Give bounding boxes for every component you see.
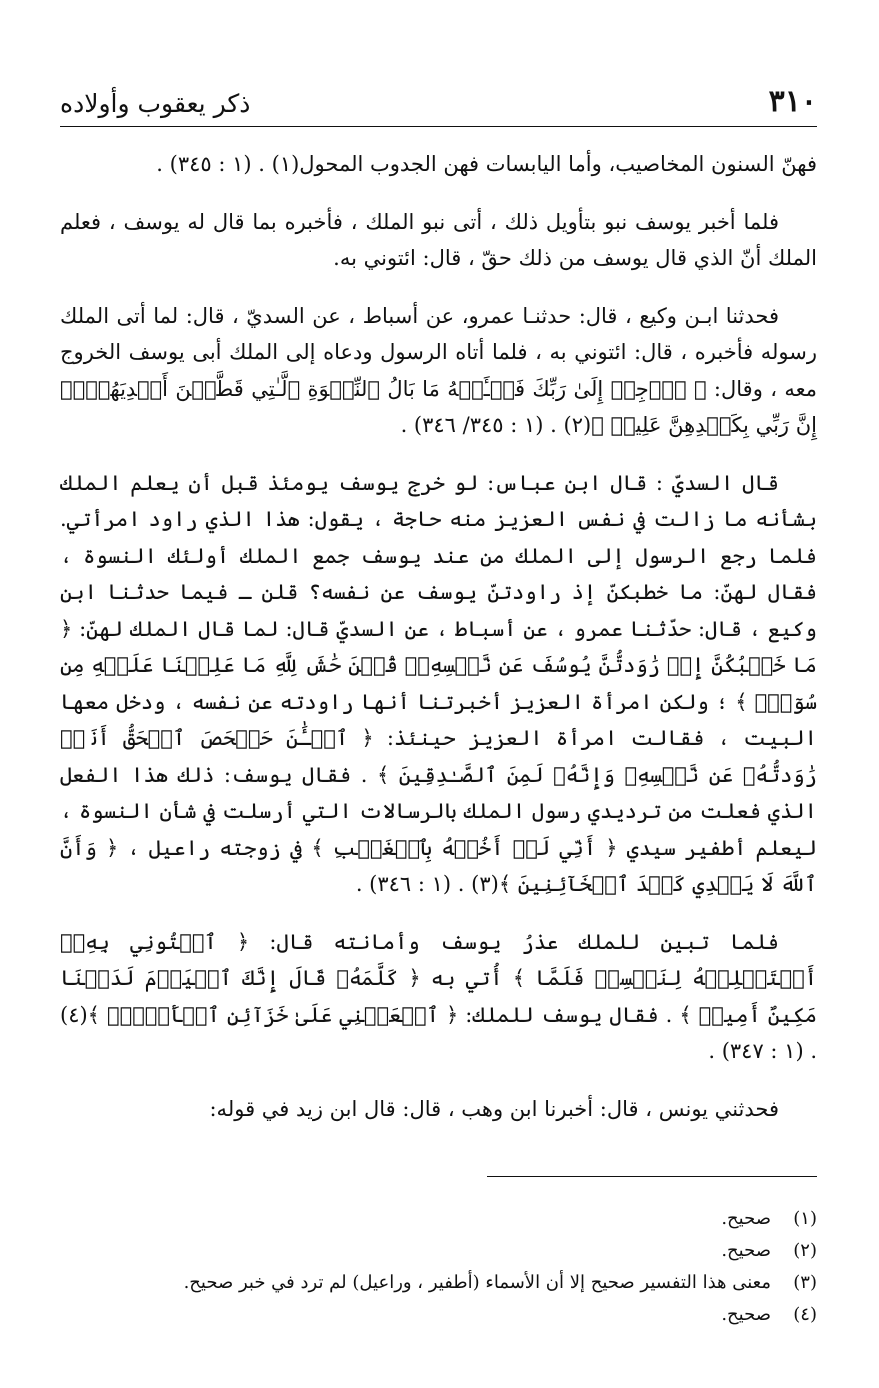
footnote-number: (٤) bbox=[793, 1304, 817, 1325]
footnote-text: صحيح. bbox=[721, 1240, 771, 1261]
footnote-text: صحيح. bbox=[721, 1208, 771, 1229]
footnote-item bbox=[60, 1267, 817, 1299]
footnotes bbox=[60, 1203, 817, 1331]
main-text bbox=[60, 146, 817, 1127]
paragraph: فحدثني يونس ، قال: أخبرنا ابن وهب ، قال: قال ابن زيد في قوله: bbox=[209, 1096, 779, 1121]
paragraph: فلما أخبر يوسف نبو بتأويل ذلك ، أتى نبو الملك ، فأخبره بما قال له يوسف ، فعلم الملك أنّ الذي قال يوسف من ذلك حقّ ، قال: ائتوني به. bbox=[60, 209, 817, 270]
paragraph: فلما تبين للملك عذرُ يوسف وأمانته قال: ﴿ ٱئۡتُونِي بِهِۦٓ أَسۡتَخۡلِصۡهُ لِنَفۡسِيۖ فَلَمَّا ﴾ أُتي به ﴿ كَلَّمَهُۥ قَالَ إِنَّكَ ٱلۡيَوۡمَ لَدَيۡنَا مَكِينٌ أَمِينٞ ﴾ . فقال يوسف للملك: ﴿ ٱجۡعَلۡنِي عَلَىٰ خَزَآئِنِ ٱلۡأَرۡضِۖ ﴾(٤) . (١ : ٣٤٧) . bbox=[60, 929, 817, 1063]
footnote-number: (١) bbox=[793, 1208, 817, 1229]
running-title: ذكر يعقوب وأولاده bbox=[60, 89, 251, 118]
footnote-number: (٢) bbox=[793, 1240, 817, 1261]
footnote-divider bbox=[487, 1176, 817, 1177]
footnote-text: معنى هذا التفسير صحيح إلا أن الأسماء (أطفير ، وراعيل) لم ترد في خبر صحيح. bbox=[183, 1272, 771, 1293]
paragraph: فحدثنا ابـن وكيع ، قال: حدثنـا عمرو، عن أسباط ، عن السديّ ، قال: لما أتى الملك رسوله فأخبره ، قال: ائتوني به ، فلما أتاه الرسول ودعاه إلى الملك أبى يوسف الخروج معه ، وقال: ﴿ ٱرۡجِعۡ إِلَىٰ رَبِّكَ فَسۡـَٔلۡهُ مَا بَالُ ٱلنِّسۡوَةِ ٱلَّـٰتِي قَطَّعۡنَ أَيۡدِيَهُنَّۚ إِنَّ رَبِّي بِكَيۡدِهِنَّ عَلِيمٞ ﴾(٢) . (١ : ٣٤٥/ ٣٤٦) . bbox=[60, 303, 817, 437]
footnote-item bbox=[60, 1299, 817, 1331]
footnote-item bbox=[60, 1235, 817, 1267]
footnote-item bbox=[60, 1203, 817, 1235]
paragraph-continuation: فهنّ السنون المخاصيب، وأما اليابسات فهن الجدوب المحول(١) . (١ : ٣٤٥) . bbox=[156, 152, 817, 176]
paragraph: قال السديّ : قال ابن عباس: لو خرج يوسف يومئذ قبل أن يعلم الملك بشأنه ما زالت في نفس العزيز منه حاجة ، يقول: هذا الذي راود امرأتي. فلما رجع الرسول إلى الملك من عند يوسف جمع الملك أولئك النسوة ، فقال لهنّ: ما خطبكنّ إذ راودتنّ يوسف عن نفسه؟ قلن ـ فيما حدثنا ابن وكيع ، قال: حدّثنا عمرو ، عن أسباط ، عن السديّ قال: لما قال الملك لهنّ: ﴿ مَا خَطۡبُكُنَّ إِذۡ رَٰوَدتُّنَّ يُوسُفَ عَن نَّفۡسِهِۦۚ قُلۡنَ حَٰشَ لِلَّهِ مَا عَلِمۡنَا عَلَيۡهِ مِن سُوٓءٖۚ ﴾ ؛ ولكن امرأة العزيز أخبرتنا أنها راودته عن نفسه ، ودخل معها البيت ، فقالت امرأة العزيز حينئذ: ﴿ ٱلۡـَٰٔنَ حَصۡحَصَ ٱلۡحَقُّ أَنَا۠ رَٰوَدتُّهُۥ عَن نَّفۡسِهِۦ وَإِنَّهُۥ لَمِنَ ٱلصَّـٰدِقِينَ ﴾ . فقال يوسف: ذلك هذا الفعل الذي فعلت من ترديدي رسول الملك بالرسالات التي أرسلت في شأن النسوة ، ليعلم أطفير سيدي ﴿ أَنِّي لَمۡ أَخُنۡهُ بِٱلۡغَيۡبِ ﴾ في زوجته راعيل ، ﴿ وَأَنَّ ٱللَّهَ لَا يَهۡدِي كَيۡدَ ٱلۡخَآئِنِينَ ﴾(٣) . (١ : ٣٤٦) . bbox=[60, 470, 817, 896]
page-header bbox=[60, 82, 817, 127]
page-number: ٣١٠ bbox=[768, 84, 817, 119]
footnote-text: صحيح. bbox=[721, 1304, 771, 1325]
footnote-number: (٣) bbox=[793, 1272, 817, 1293]
